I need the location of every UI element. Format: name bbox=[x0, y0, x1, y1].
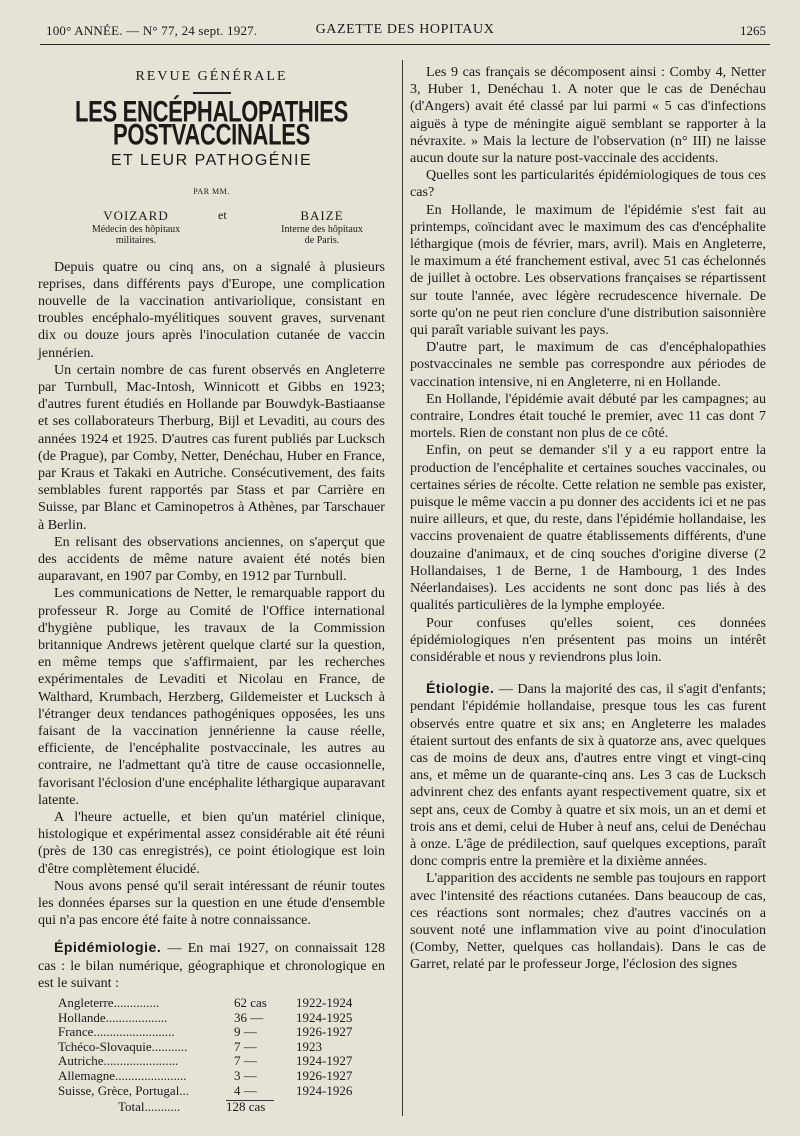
rubric: REVUE GÉNÉRALE bbox=[135, 69, 288, 84]
cases-table bbox=[58, 996, 385, 1115]
paragraph: Enfin, on peut se demander s'il y a eu rapport entre la production de l'encéphalite et certaines souches vaccinales, ou certaines séries de récolte. Cette relation ne semble pas exister, puisque le même vaccin a pu donner des accidents ici et ne pas nuire ailleurs, et que, du reste, dans l'épidémie hollandaise, les vaccins provenaient de quatre établissements différents, d'une douzaine d'animaux, et de cinq souches d'origine diverse (2 Hollandaises, 1 de Berne, 1 de Hambourg, 1 des Indes Néerlandaises). Les accidents ne sont donc pas liés à des qualités particulières de la lymphe employée. bbox=[410, 442, 766, 614]
table-row: Tchéco-Slovaquie........... 7 — 1923 bbox=[58, 1038, 322, 1054]
etiology-paragraph: Étiologie. — Dans la majorité des cas, il s'agit d'enfants; pendant l'épidémie hollandaise, presque tous les cas furent observés entre quatre et six ans; en Angleterre les malades étaient surtout des enfants de six à quatorze ans, avec quelques cas de moins de deux ans, d'autres entre vingt et vingt-cinq ans, et même un de quarante-cinq ans. Les 3 cas de Lucksch advinrent chez des enfants ayant respectivement quatre, six et sept ans, ceux de Comby à quatre et six mois, un an et demi et trois ans et demi, celui de Huber à neuf ans, celui de Denéchau à onze. L'âge de prédilection, sauf quelques exceptions, paraît donc compris entre la première et la dixième années. bbox=[410, 680, 766, 870]
page-number: 1265 bbox=[740, 23, 766, 38]
column-divider bbox=[402, 60, 403, 1116]
paragraph: Un certain nombre de cas furent observés en Angleterre par Turnbull, Mac-Intosh, Winnicott et Gibbs en 1923; d'autres furent étudiés en Hollande par Bouwdyk-Bastiaanse et ses collaborateurs Therburg, Bijl et Levaditi, au cours des années 1924 et 1925. D'autres cas furent publiés par Lucksch (de Prague), par Comby, Netter, Denéchau, Huber en France, par Kraus et Takaki en Autriche. Consécutivement, des faits semblables furent rapportés par Stass et par Carrière en Suisse, par Blanc et Caminopetros à Athènes, par Tarschauer à Berlin. bbox=[38, 361, 385, 533]
table-row: Angleterre.............. 62 cas 1922-1924 bbox=[58, 995, 353, 1011]
journal-title: GAZETTE DES HOPITAUX bbox=[315, 22, 495, 37]
section-heading-epidemiology: Épidémiologie. bbox=[54, 939, 162, 956]
table-row: Hollande................... 36 — 1924-1925 bbox=[58, 1009, 353, 1025]
article-subtitle: ET LEUR PATHOGÉNIE bbox=[110, 152, 313, 170]
intro-text bbox=[38, 259, 385, 930]
paragraph: En relisant des observations anciennes, on s'aperçut que des accidents de même nature avaient été notés bien auparavant, en 1907 par Comby, en 1912 par Turnbull. bbox=[38, 533, 385, 585]
paragraph: D'autre part, le maximum de cas d'encéphalopathies postvaccinales ne semble pas correspondre aux périodes de vaccination intensive, ni en Angleterre, ni en Hollande. bbox=[410, 339, 766, 390]
table-total-row: Total........... 128 cas bbox=[58, 1100, 385, 1115]
paragraph: En Hollande, le maximum de l'épidémie s'est fait au printemps, coïncidant avec le maximum des cas d'encéphalite léthargique (mois de février, mars, avril). Mais en Angleterre, le maximum a été franchement estival, avec 51 cas échelonnés de juillet à octobre. Les observations françaises se répartissent sur toute l'année, avec légère recrudescence hivernale. De sorte qu'on ne peut rien conclure d'une distribution saisonnière qui paraît variable suivant les pays. bbox=[410, 201, 766, 339]
paragraph: En Hollande, l'épidémie avait débuté par les campagnes; au contraire, Londres était touché le premier, avec 11 cas dont 7 mortels. Rien de constant non plus de ce côté. bbox=[410, 390, 766, 442]
issue-info: 100° ANNÉE. — N° 77, 24 sept. 1927. bbox=[46, 23, 258, 38]
and-word: et bbox=[218, 207, 227, 222]
paragraph: L'apparition des accidents ne semble pas toujours en rapport avec l'intensité des réactions cutanées. Dans beaucoup de cas, ces réactions sont normales; chez d'autres vaccinés on a souvent noté une inflammation vive au point d'inoculation (Comby, Netter, quelques cas hollandais). Dans le cas de Garret, relaté par le professeur Jorge, l'éclosion des signes bbox=[410, 870, 766, 973]
paragraph: Pour confuses qu'elles soient, ces données épidémiologiques n'en présentent pas moins un intérêt considérable et nous y reviendrons plus loin. bbox=[410, 614, 766, 665]
paragraph: Nous avons pensé qu'il serait intéressant de réunir toutes les données éparses sur la question en une étude d'ensemble qui n'a pas encore été faite à notre connaissance. bbox=[38, 877, 385, 929]
right-column bbox=[410, 64, 766, 974]
rubric-rule bbox=[193, 92, 231, 94]
table-row: Allemagne...................... 3 — 1926-1927 bbox=[58, 1068, 353, 1084]
by-line: PAR MM. bbox=[193, 187, 230, 197]
author-baize: BAIZE Interne des hôpitaux de Paris. bbox=[281, 207, 363, 246]
article-title: LES ENCÉPHALOPATHIES POSTVACCINALES bbox=[74, 94, 349, 152]
table-row: Suisse, Grèce, Portugal... 4 — 1924-1926 bbox=[58, 1082, 353, 1098]
author-voizard: VOIZARD Médecin des hôpitaux militaires. bbox=[91, 207, 181, 246]
left-column bbox=[38, 64, 385, 1115]
paragraph: Les communications de Netter, le remarquable rapport du professeur R. Jorge au Comité de l'Office international d'hygiène publique, les travaux de la Commission britannique Andrews jetèrent quelque clarté sur la question, en même temps que s'affirmaient, par les recherches expérimentales de Levaditi et Nicolau en France, de Walthard, Krumbach, Herzberg, Gildemeister et Lucksch à l'étranger deux tendances pathogéniques opposées, les uns faisant de la vaccination jennérienne la cause réelle, efficiente, de l'encéphalite postvaccinale, les autres au contraire, ne l'admettant qu'à titre de cause occasionnelle, favorisant l'éclosion d'une encéphalite léthargique auparavant latente. bbox=[38, 585, 385, 808]
paragraph: Quelles sont les particularités épidémiologiques de tous ces cas? bbox=[410, 167, 766, 201]
table-row: France......................... 9 — 1926-1927 bbox=[58, 1024, 353, 1040]
authors bbox=[38, 207, 385, 255]
epidemiology-paragraph: Épidémiologie. — En mai 1927, on connaissait 128 cas : le bilan numérique, géographique et chronologique en est le suivant : bbox=[38, 939, 385, 991]
paragraph: Depuis quatre ou cinq ans, on a signalé à plusieurs reprises, dans différents pays d'Europe, une complication nouvelle de la vaccination antivariolique, consistant en troubles encéphalo-myélitiques souvent graves, survenant dix ou douze jours après l'inoculation cutanée de vaccin jennérien. bbox=[38, 258, 385, 361]
paragraph: A l'heure actuelle, et bien qu'un matériel clinique, histologique et expérimental assez considérable ait été réuni (près de 130 cas enregistrés), ce point étiologique est loin d'être complètement élucidé. bbox=[38, 809, 385, 877]
table-row: Autriche....................... 7 — 1924-1927 bbox=[58, 1053, 353, 1069]
paragraph: Les 9 cas français se décomposent ainsi : Comby 4, Netter 3, Huber 1, Denéchau 1. A noter que le cas de Denéchau (d'Angers) avait été classé par lui parmi « 5 cas d'infections aiguës à type de méningite aiguë semblant se rapporter à la névraxite. » Mais la lecture de l'observation (n° III) ne laisse aucun doute sur la nature post-vaccinale des accidents. bbox=[410, 64, 766, 167]
page-header bbox=[40, 20, 770, 45]
section-heading-etiology: Étiologie. bbox=[426, 680, 495, 697]
